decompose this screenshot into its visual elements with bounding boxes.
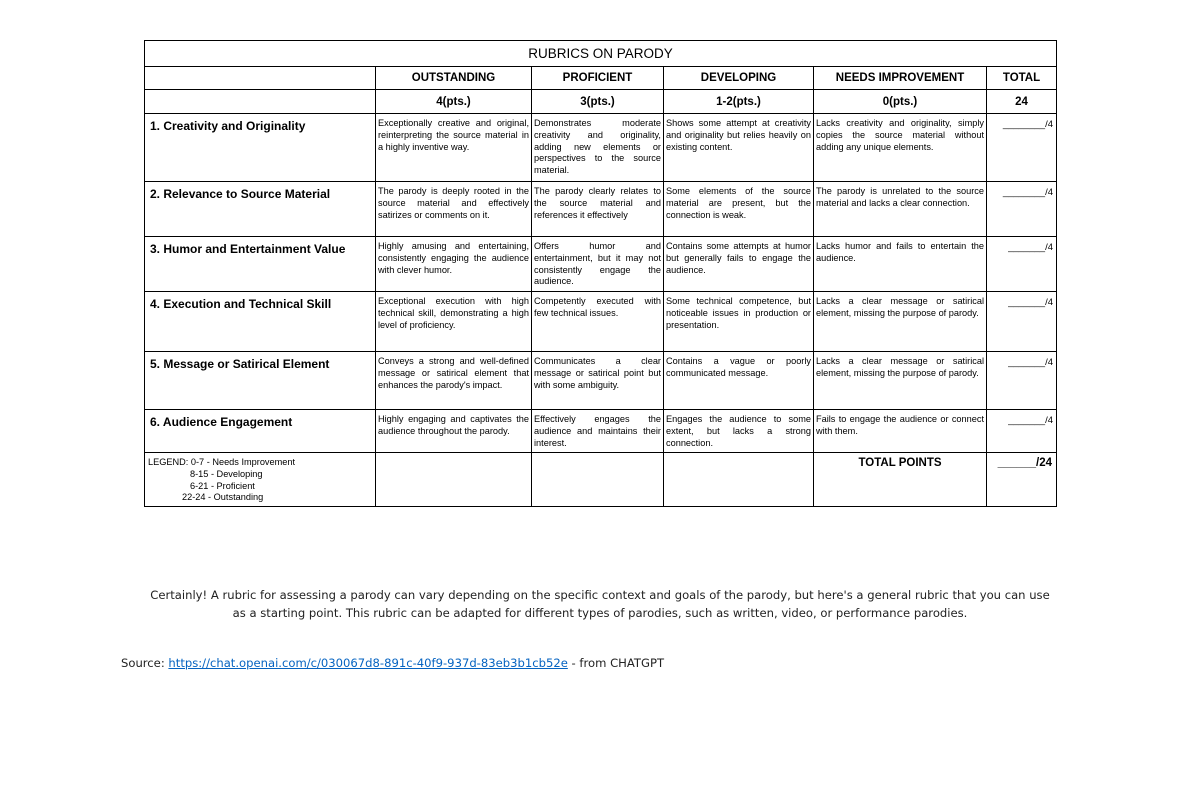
criterion-needs-improvement: Fails to engage the audience or connect with them. xyxy=(814,410,987,453)
criterion-score: _______/4 xyxy=(987,352,1057,410)
legend-blank xyxy=(532,453,664,507)
criterion-score: ________/4 xyxy=(987,114,1057,182)
criterion-developing: Contains a vague or poorly communicated message. xyxy=(664,352,814,410)
criterion-needs-improvement: The parody is unrelated to the source material and lacks a clear connection. xyxy=(814,182,987,237)
criterion-row xyxy=(145,352,1057,410)
criterion-outstanding: Exceptionally creative and original, reinterpreting the source material in a highly inventive way. xyxy=(376,114,532,182)
header-row xyxy=(145,67,1057,90)
criterion-developing: Contains some attempts at humor but generally fails to engage the audience. xyxy=(664,237,814,292)
criterion-proficient: Demonstrates moderate creativity and originality, adding new elements or perspectives to the source material. xyxy=(532,114,664,182)
criterion-outstanding: The parody is deeply rooted in the source material and effectively satirizes or comments on it. xyxy=(376,182,532,237)
header-needs-improvement: NEEDS IMPROVEMENT xyxy=(814,67,987,90)
points-blank xyxy=(145,90,376,114)
title-row xyxy=(145,41,1057,67)
header-developing: DEVELOPING xyxy=(664,67,814,90)
criterion-row xyxy=(145,292,1057,352)
legend-row xyxy=(145,453,1057,507)
criterion-row xyxy=(145,182,1057,237)
criterion-name: 5. Message or Satirical Element xyxy=(145,352,376,410)
points-outstanding: 4(pts.) xyxy=(376,90,532,114)
points-developing: 1-2(pts.) xyxy=(664,90,814,114)
rubric-title: RUBRICS ON PARODY xyxy=(145,41,1057,67)
criterion-developing: Some technical competence, but noticeable issues in production or presentation. xyxy=(664,292,814,352)
points-needs-improvement: 0(pts.) xyxy=(814,90,987,114)
source-label: Source: xyxy=(121,656,169,670)
criterion-proficient: Effectively engages the audience and maintains their interest. xyxy=(532,410,664,453)
total-points-value: ______/24 xyxy=(987,453,1057,507)
criterion-score: _______/4 xyxy=(987,410,1057,453)
criterion-name: 6. Audience Engagement xyxy=(145,410,376,453)
note-paragraph: Certainly! A rubric for assessing a parody can vary depending on the specific context and goals of the parody, but here's a general rubric that you can use as a starting point. This rubric can be adapted for different types of parodies, such as written, video, or performance parodies. xyxy=(150,588,1050,620)
criterion-proficient: Competently executed with few technical issues. xyxy=(532,292,664,352)
criterion-developing: Shows some attempt at creativity and originality but relies heavily on existing content. xyxy=(664,114,814,182)
legend-blank xyxy=(664,453,814,507)
legend-line: 22-24 - Outstanding xyxy=(182,492,264,503)
criterion-row xyxy=(145,114,1057,182)
header-blank xyxy=(145,67,376,90)
criterion-score: ________/4 xyxy=(987,182,1057,237)
legend-line: LEGEND: 0-7 - Needs Improvement xyxy=(148,457,296,467)
criterion-proficient: Communicates a clear message or satirical point but with some ambiguity. xyxy=(532,352,664,410)
legend-line: 6-21 - Proficient xyxy=(190,480,255,491)
criterion-outstanding: Highly amusing and entertaining, consistently engaging the audience with clever humor. xyxy=(376,237,532,292)
header-total: TOTAL xyxy=(987,67,1057,90)
legend-line: 8-15 - Developing xyxy=(190,468,263,479)
criterion-developing: Engages the audience to some extent, but lacks a strong connection. xyxy=(664,410,814,453)
criterion-row xyxy=(145,237,1057,292)
total-points-label: TOTAL POINTS xyxy=(814,453,987,507)
criterion-needs-improvement: Lacks creativity and originality, simply copies the source material without adding any unique elements. xyxy=(814,114,987,182)
criterion-row xyxy=(145,410,1057,453)
header-proficient: PROFICIENT xyxy=(532,67,664,90)
criterion-needs-improvement: Lacks humor and fails to entertain the audience. xyxy=(814,237,987,292)
criterion-outstanding: Highly engaging and captivates the audience throughout the parody. xyxy=(376,410,532,453)
criterion-needs-improvement: Lacks a clear message or satirical element, missing the purpose of parody. xyxy=(814,352,987,410)
rubric-table xyxy=(144,40,1057,507)
criterion-name: 2. Relevance to Source Material xyxy=(145,182,376,237)
criterion-score: _______/4 xyxy=(987,292,1057,352)
criterion-needs-improvement: Lacks a clear message or satirical element, missing the purpose of parody. xyxy=(814,292,987,352)
criterion-name: 3. Humor and Entertainment Value xyxy=(145,237,376,292)
criterion-outstanding: Exceptional execution with high technical skill, demonstrating a high level of proficiency. xyxy=(376,292,532,352)
source-suffix: - from CHATGPT xyxy=(567,656,665,670)
legend-blank xyxy=(376,453,532,507)
points-row xyxy=(145,90,1057,114)
criterion-name: 1. Creativity and Originality xyxy=(145,114,376,182)
source-line xyxy=(121,656,664,670)
source-link[interactable]: https://chat.openai.com/c/030067d8-891c-40f9-937d-83eb3b1cb52e xyxy=(168,656,568,670)
criterion-name: 4. Execution and Technical Skill xyxy=(145,292,376,352)
header-outstanding: OUTSTANDING xyxy=(376,67,532,90)
criterion-score: _______/4 xyxy=(987,237,1057,292)
points-proficient: 3(pts.) xyxy=(532,90,664,114)
legend xyxy=(145,453,376,507)
points-total: 24 xyxy=(987,90,1057,114)
criterion-proficient: The parody clearly relates to the source material and references it effectively xyxy=(532,182,664,237)
criterion-outstanding: Conveys a strong and well-defined message or satirical element that enhances the parody's impact. xyxy=(376,352,532,410)
criterion-proficient: Offers humor and entertainment, but it may not consistently engage the audience. xyxy=(532,237,664,292)
criterion-developing: Some elements of the source material are present, but the connection is weak. xyxy=(664,182,814,237)
